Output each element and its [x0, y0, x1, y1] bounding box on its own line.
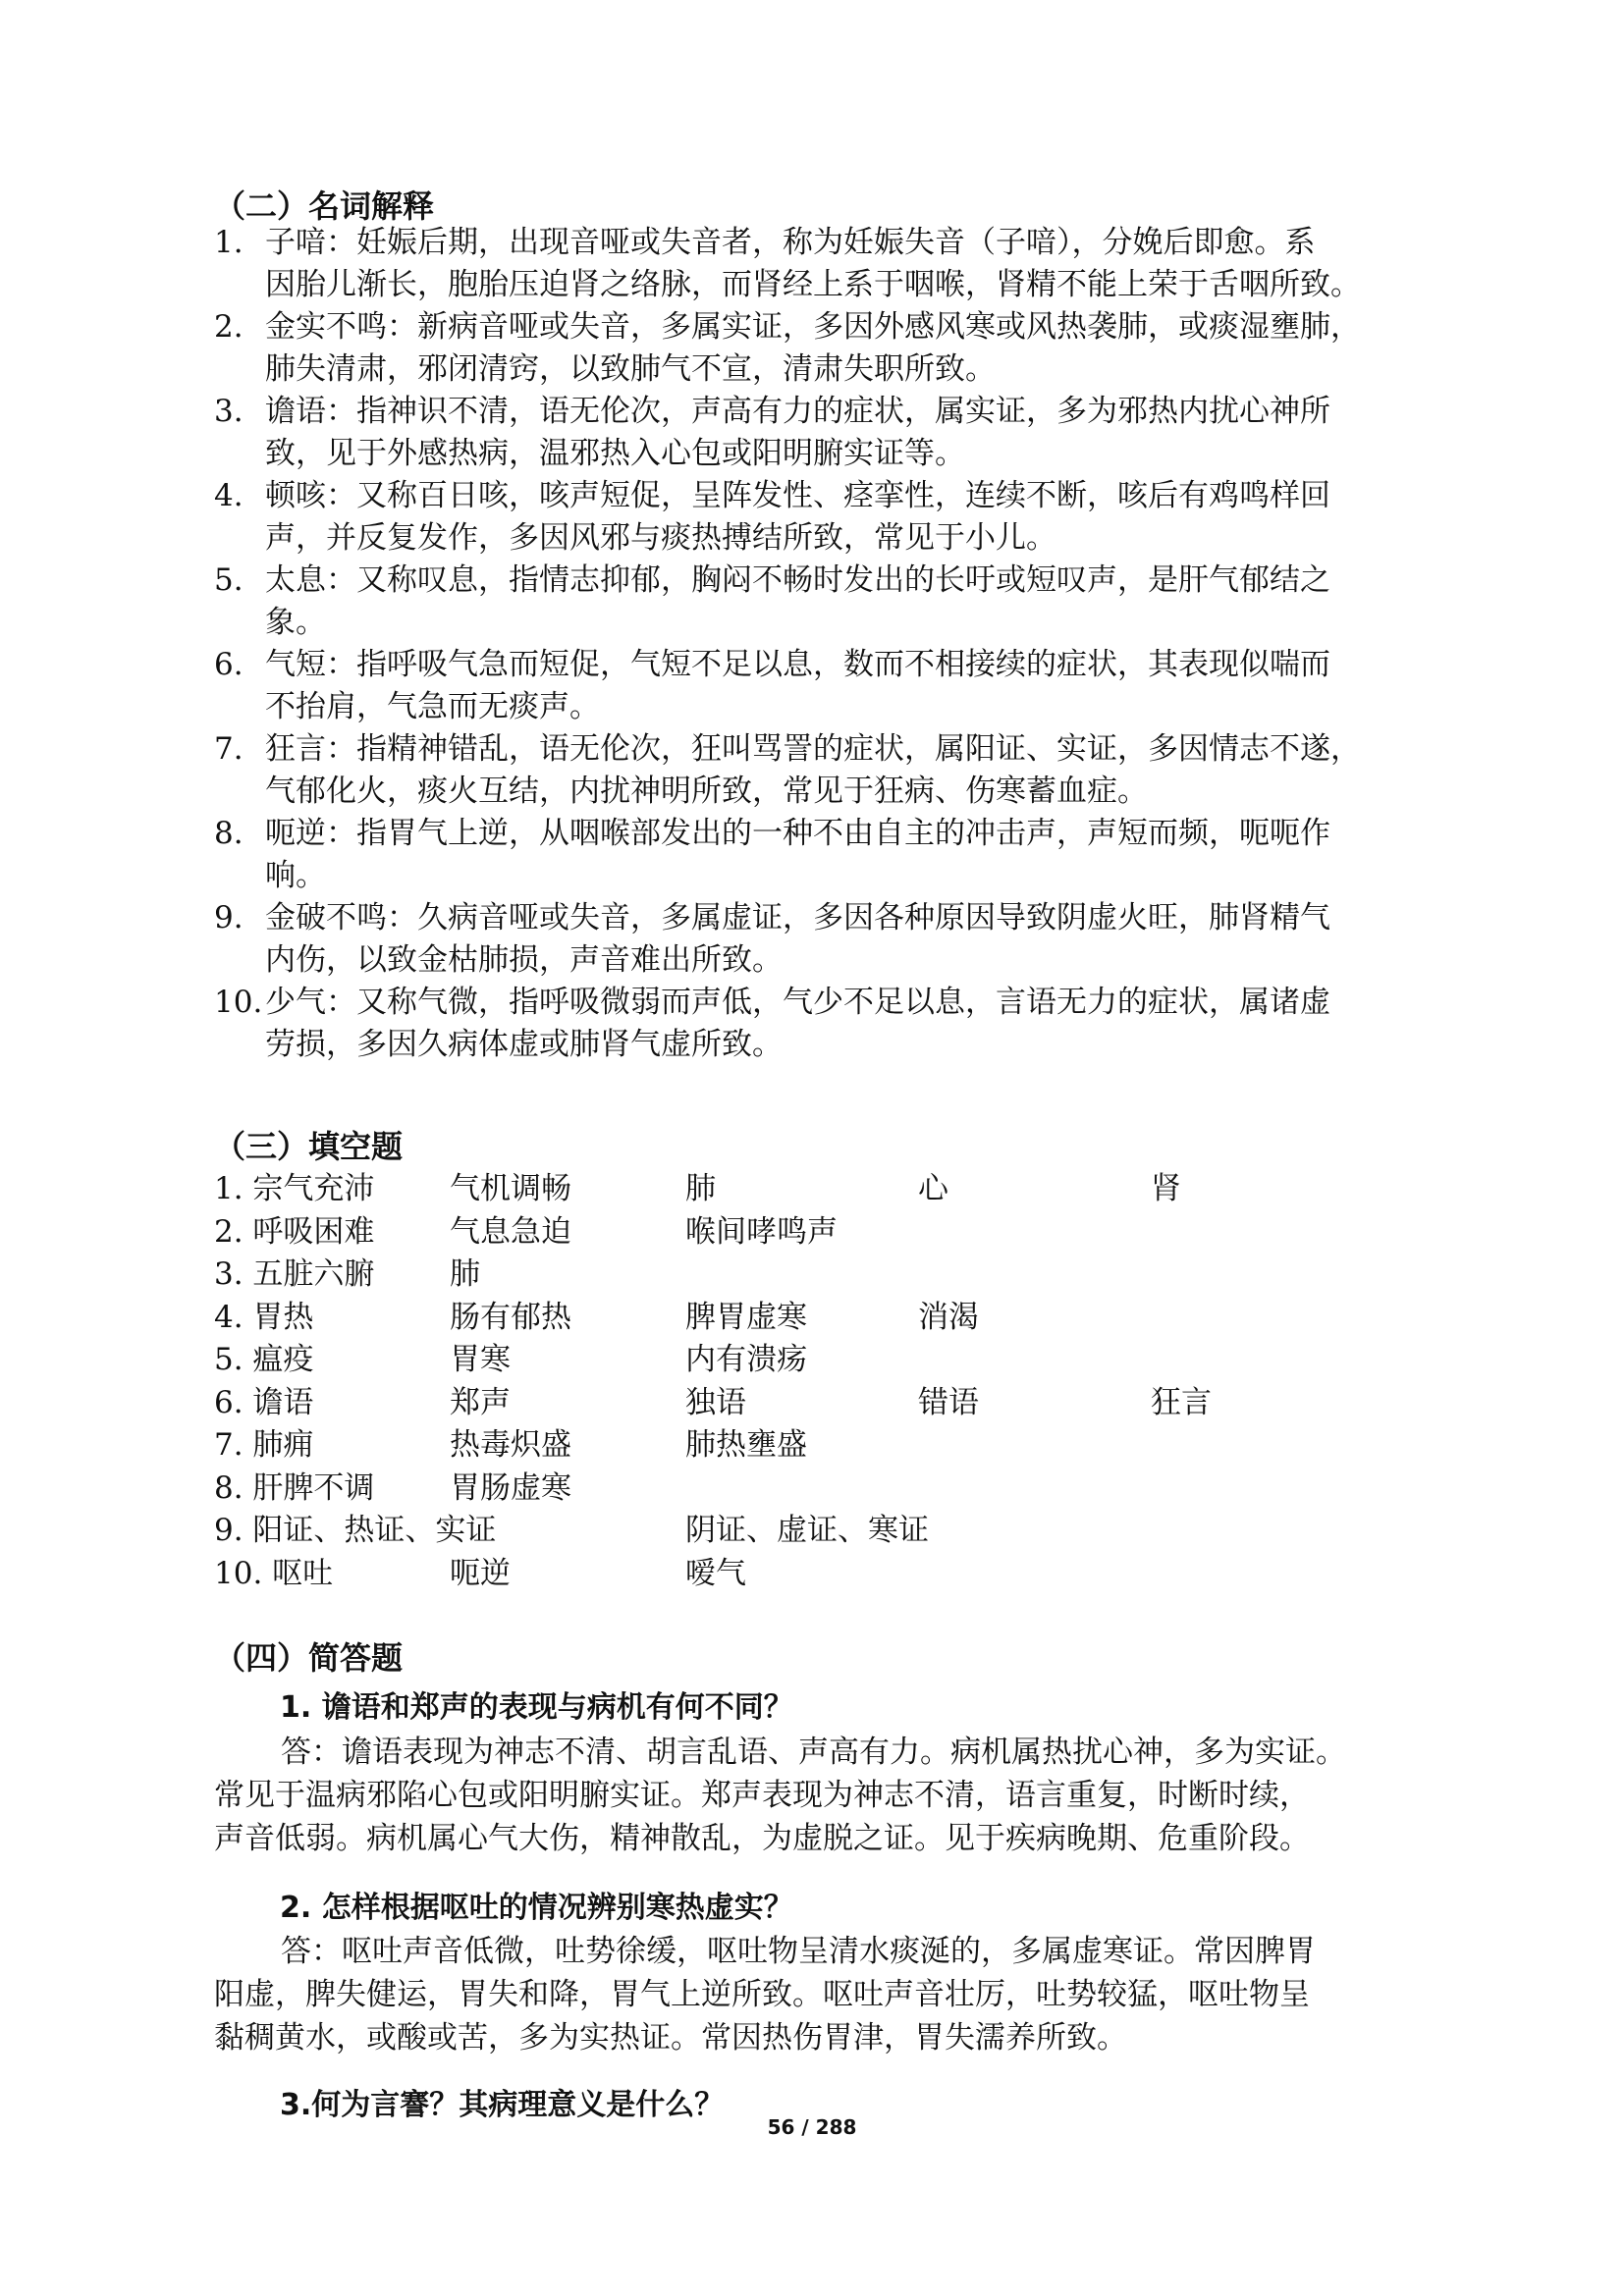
item-number: 7.	[214, 731, 244, 767]
table-cell: 喉间哮鸣声	[685, 1213, 838, 1250]
answer-line: 答：谵语表现为神志不清、胡言乱语、声高有力。病机属热扰心神，多为实证。	[281, 1735, 1346, 1770]
table-cell: 气机调畅	[450, 1171, 571, 1206]
definition-item	[214, 644, 1422, 728]
item-text-line: 响。	[265, 858, 326, 893]
table-cell: 肺热壅盛	[685, 1427, 807, 1463]
definition-item	[214, 306, 1422, 391]
answer-line: 黏稠黄水，或酸或苦，多为实热证。常因热伤胃津，胃失濡养所致。	[214, 2020, 1127, 2056]
table-cell	[685, 1254, 918, 1297]
item-number: 9.	[214, 900, 244, 935]
table-cell	[1151, 1254, 1347, 1297]
definition-item	[214, 222, 1422, 306]
item-text-line: 呃逆：指胃气上逆，从咽喉部发出的一种不由自主的冲击声，声短而频，呃呃作	[265, 816, 1330, 851]
question-title: 3.何为言謇？其病理意义是什么？	[280, 2088, 725, 2122]
table-row	[214, 1468, 1347, 1511]
answer-line: 声音低弱。病机属心气大伤，精神散乱，为虚脱之证。见于疾病晚期、危重阶段。	[214, 1821, 1310, 1856]
item-text-line: 金实不鸣：新病音哑或失音，多属实证，多因外感风寒或风热袭肺，或痰湿壅肺，	[265, 309, 1361, 345]
item-text-line: 少气：又称气微，指呼吸微弱而声低，气少不足以息，言语无力的症状，属诸虚	[265, 985, 1330, 1020]
table-row	[214, 1168, 1347, 1211]
table-cell	[1151, 1211, 1347, 1255]
table-cell: 内有溃疡	[685, 1342, 807, 1377]
section-heading-short-answer: （四）简答题	[214, 1639, 404, 1677]
table-cell: 8. 肝脾不调	[214, 1469, 375, 1506]
answer-line: 答：呕吐声音低微，吐势徐缓，呕吐物呈清水痰涎的，多属虚寒证。常因脾胃	[281, 1934, 1316, 1969]
table-cell	[1151, 1424, 1347, 1468]
item-text-line: 金破不鸣：久病音哑或失音，多属虚证，多因各种原因导致阴虚火旺，肺肾精气	[265, 900, 1330, 935]
table-cell: 10. 呕吐	[214, 1555, 334, 1591]
section-heading-definitions: （二）名词解释	[214, 187, 435, 225]
table-cell	[1151, 1468, 1347, 1511]
table-cell: 9. 阳证、热证、实证	[214, 1513, 497, 1548]
table-cell	[918, 1553, 1151, 1596]
definition-item	[214, 897, 1422, 982]
item-text-line: 声，并反复发作，多因风邪与痰热搏结所致，常见于小儿。	[265, 520, 1056, 556]
table-row	[214, 1254, 1347, 1297]
definition-item	[214, 982, 1422, 1066]
table-cell: 5. 瘟疫	[214, 1342, 314, 1377]
question-title: 2. 怎样根据呕吐的情况辨别寒热虚实？	[280, 1891, 793, 1925]
definition-item	[214, 728, 1422, 813]
item-text-line: 因胎儿渐长，胞胎压迫肾之络脉，而肾经上系于咽喉，肾精不能上荣于舌咽所致。	[265, 267, 1361, 302]
item-number: 6.	[214, 647, 244, 682]
definition-item	[214, 475, 1422, 560]
table-cell: 消渴	[918, 1299, 979, 1335]
table-cell: 3. 五脏六腑	[214, 1256, 375, 1292]
table-cell: 胃寒	[450, 1342, 511, 1377]
table-cell: 肺	[450, 1256, 480, 1292]
answer-line: 常见于温病邪陷心包或阳明腑实证。郑声表现为神志不清，语言重复，时断时续，	[214, 1778, 1310, 1813]
definition-list	[214, 222, 1422, 1066]
table-cell: 胃肠虚寒	[450, 1469, 571, 1506]
page-number: 56 / 288	[767, 2115, 857, 2139]
table-cell: 脾胃虚寒	[685, 1299, 807, 1335]
table-row	[214, 1382, 1347, 1425]
table-cell: 气息急迫	[450, 1213, 571, 1250]
table-row	[214, 1510, 1347, 1553]
item-number: 3.	[214, 394, 244, 429]
item-number: 1.	[214, 225, 244, 260]
definition-item	[214, 813, 1422, 897]
table-row	[214, 1211, 1347, 1255]
table-cell: 肺	[685, 1171, 716, 1206]
fill-blank-answer-table	[214, 1168, 1347, 1595]
item-text-line: 致，见于外感热病，温邪热入心包或阳明腑实证等。	[265, 436, 965, 471]
item-text-line: 内伤，以致金枯肺损，声音难出所致。	[265, 942, 783, 978]
table-cell: 独语	[685, 1384, 746, 1420]
definition-item	[214, 391, 1422, 475]
table-row	[214, 1339, 1347, 1382]
table-row	[214, 1297, 1347, 1340]
table-cell	[918, 1468, 1151, 1511]
table-cell: 肠有郁热	[450, 1299, 571, 1335]
answer-line: 阳虚，脾失健运，胃失和降，胃气上逆所致。呕吐声音壮厉，吐势较猛，呕吐物呈	[214, 1977, 1310, 2012]
item-text-line: 顿咳：又称百日咳，咳声短促，呈阵发性、痉挛性，连续不断，咳后有鸡鸣样回	[265, 478, 1330, 513]
item-text-line: 狂言：指精神错乱，语无伦次，狂叫骂詈的症状，属阳证、实证，多因情志不遂，	[265, 731, 1361, 767]
table-cell	[918, 1339, 1151, 1382]
table-row	[214, 1424, 1347, 1468]
table-cell: 7. 肺痈	[214, 1427, 314, 1463]
question-title: 1. 谵语和郑声的表现与病机有何不同？	[280, 1690, 793, 1725]
table-cell: 阴证、虚证、寒证	[685, 1513, 929, 1548]
item-number: 8.	[214, 816, 244, 851]
table-cell: 4. 胃热	[214, 1299, 314, 1335]
table-cell: 肾	[1151, 1171, 1181, 1206]
item-text-line: 肺失清肃，邪闭清窍，以致肺气不宣，清肃失职所致。	[265, 351, 996, 387]
item-text-line: 象。	[265, 605, 326, 640]
section-heading-fill-blank: （三）填空题	[214, 1128, 404, 1165]
table-cell: 狂言	[1151, 1384, 1212, 1420]
item-number: 10.	[214, 985, 263, 1020]
table-cell	[685, 1468, 918, 1511]
table-cell: 心	[918, 1171, 948, 1206]
table-cell	[1151, 1339, 1347, 1382]
table-cell: 错语	[918, 1384, 979, 1420]
item-text-line: 子喑：妊娠后期，出现音哑或失音者，称为妊娠失音（子喑），分娩后即愈。系	[265, 225, 1316, 260]
item-number: 4.	[214, 478, 244, 513]
item-text-line: 劳损，多因久病体虚或肺肾气虚所致。	[265, 1027, 783, 1062]
table-row	[214, 1553, 1347, 1596]
item-number: 2.	[214, 309, 244, 345]
table-cell: 呃逆	[450, 1555, 511, 1591]
item-text-line: 气郁化火，痰火互结，内扰神明所致，常见于狂病、伤寒蓄血症。	[265, 774, 1148, 809]
table-cell	[918, 1211, 1151, 1255]
table-cell: 1. 宗气充沛	[214, 1171, 375, 1206]
table-cell: 嗳气	[685, 1555, 746, 1591]
item-text-line: 太息：又称叹息，指情志抑郁，胸闷不畅时发出的长吁或短叹声，是肝气郁结之	[265, 562, 1330, 598]
table-cell	[1151, 1297, 1347, 1340]
table-cell	[1151, 1553, 1347, 1596]
table-cell: 6. 谵语	[214, 1384, 314, 1420]
table-cell: 郑声	[450, 1384, 511, 1420]
answer-paragraph	[214, 1930, 1432, 2059]
table-cell: 热毒炽盛	[450, 1427, 571, 1463]
definition-item	[214, 560, 1422, 644]
item-text-line: 不抬肩，气急而无痰声。	[265, 689, 600, 724]
table-cell	[918, 1424, 1151, 1468]
item-number: 5.	[214, 562, 244, 598]
item-text-line: 气短：指呼吸气急而短促，气短不足以息，数而不相接续的症状，其表现似喘而	[265, 647, 1330, 682]
table-cell: 2. 呼吸困难	[214, 1213, 375, 1250]
item-text-line: 谵语：指神识不清，语无伦次，声高有力的症状，属实证，多为邪热内扰心神所	[265, 394, 1330, 429]
table-cell	[918, 1254, 1151, 1297]
answer-paragraph	[214, 1731, 1432, 1860]
